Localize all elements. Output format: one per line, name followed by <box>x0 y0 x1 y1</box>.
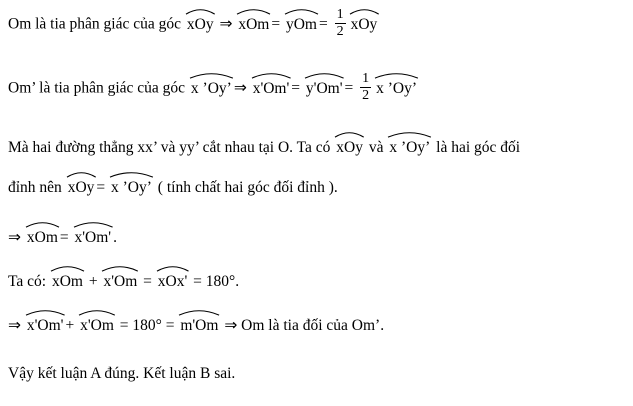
text-run: ⇒ <box>8 317 25 334</box>
text-run: . <box>113 229 117 246</box>
angle-label: xOm <box>26 229 58 246</box>
angle-notation <box>51 272 84 291</box>
angle-notation <box>285 15 318 34</box>
angle-label: xOm <box>51 273 83 290</box>
angle-notation <box>237 15 270 34</box>
angle-notation <box>67 178 96 197</box>
angle-label: xOx' <box>157 273 188 290</box>
text-run: ⇒ <box>215 15 237 33</box>
angle-notation <box>305 79 344 98</box>
text-run: = <box>96 179 110 196</box>
fraction <box>360 72 371 103</box>
angle-arc-icon <box>375 72 418 79</box>
text-run: là hai góc đối <box>432 139 521 156</box>
text-run: ⇒ Om là tia đối của Om’. <box>220 317 385 334</box>
fraction <box>335 8 346 39</box>
fraction-numerator: 1 <box>336 7 344 22</box>
angle-arc-icon <box>179 309 219 316</box>
angle-label: xOm <box>238 15 270 33</box>
angle-label: xOy <box>67 179 95 196</box>
angle-notation <box>350 15 379 34</box>
angle-arc-icon <box>79 309 115 316</box>
angle-label: x'Om' <box>26 317 64 334</box>
fraction-numerator: 1 <box>362 71 370 86</box>
angle-notation <box>179 316 219 335</box>
angle-notation <box>388 138 431 157</box>
angle-arc-icon <box>190 72 233 79</box>
text-run: = <box>59 229 73 246</box>
angle-label: yOm <box>285 15 317 33</box>
angle-arc-icon <box>157 265 189 272</box>
math-line-2 <box>8 72 625 103</box>
angle-arc-icon <box>26 309 65 316</box>
angle-notation <box>335 138 364 157</box>
angle-notation <box>79 316 115 335</box>
text-run: = <box>344 79 358 97</box>
math-line-6 <box>8 272 625 291</box>
angle-label: x ’Oy’ <box>376 79 418 97</box>
angle-notation <box>102 272 138 291</box>
angle-arc-icon <box>26 221 59 228</box>
math-line-4 <box>8 178 625 197</box>
text-run: = <box>291 79 304 97</box>
angle-arc-icon <box>237 8 270 15</box>
angle-arc-icon <box>74 221 113 228</box>
text-run: + <box>65 317 79 334</box>
angle-arc-icon <box>67 171 96 178</box>
angle-notation <box>252 79 291 98</box>
angle-arc-icon <box>102 265 138 272</box>
angle-label: xOy <box>350 15 378 33</box>
angle-arc-icon <box>285 8 318 15</box>
angle-label: x'Om' <box>252 79 290 97</box>
angle-label: xOy <box>336 139 363 156</box>
text-run: ⇒ <box>233 79 251 97</box>
text-run: = <box>318 15 332 33</box>
angle-notation <box>186 15 215 34</box>
angle-arc-icon <box>388 131 431 138</box>
angle-label: x'Om <box>80 317 114 334</box>
text-run: = 180° = <box>115 317 179 334</box>
text-run: ⇒ <box>8 229 25 246</box>
text-run: = <box>139 273 156 290</box>
math-line-7 <box>8 316 625 335</box>
angle-label: xOy <box>186 15 214 33</box>
angle-label: x ’Oy’ <box>190 79 232 97</box>
text-run: Om’ là tia phân giác của góc <box>8 79 189 97</box>
text-run: + <box>84 273 102 290</box>
angle-notation <box>375 79 418 98</box>
angle-notation <box>157 272 189 291</box>
fraction-denominator: 2 <box>362 88 370 103</box>
math-line-8 <box>8 364 625 383</box>
fraction-denominator: 2 <box>336 24 344 39</box>
text-run: Ta có: <box>8 273 50 290</box>
angle-label: x ’Oy’ <box>389 139 431 156</box>
angle-arc-icon <box>252 72 291 79</box>
angle-label: x ’Oy’ <box>111 179 152 196</box>
angle-arc-icon <box>335 131 364 138</box>
angle-arc-icon <box>186 8 215 15</box>
text-run: = 180°. <box>189 273 240 290</box>
angle-arc-icon <box>51 265 84 272</box>
angle-label: x'Om' <box>74 229 112 246</box>
text-run: = <box>271 15 284 33</box>
text-run: Mà hai đường thẳng xx’ và yy’ cắt nhau tại O. Ta có <box>8 139 335 156</box>
text-run: Om là tia phân giác của góc <box>8 15 185 33</box>
angle-notation <box>110 178 153 197</box>
angle-label: y'Om' <box>305 79 343 97</box>
text-run: và <box>364 139 388 156</box>
angle-arc-icon <box>305 72 344 79</box>
angle-notation <box>26 316 65 335</box>
math-line-1 <box>8 8 625 39</box>
angle-notation <box>26 228 59 247</box>
angle-label: m'Om <box>180 317 219 334</box>
angle-arc-icon <box>110 171 153 178</box>
angle-notation <box>74 228 113 247</box>
angle-notation <box>190 79 233 98</box>
math-line-3 <box>8 138 625 157</box>
text-run: đỉnh nên <box>8 179 66 196</box>
text-run: Vậy kết luận A đúng. Kết luận B sai. <box>8 365 236 382</box>
math-line-5 <box>8 228 625 247</box>
angle-label: x'Om <box>103 273 138 290</box>
angle-arc-icon <box>350 8 379 15</box>
text-run: ( tính chất hai góc đối đỉnh ). <box>153 179 338 196</box>
